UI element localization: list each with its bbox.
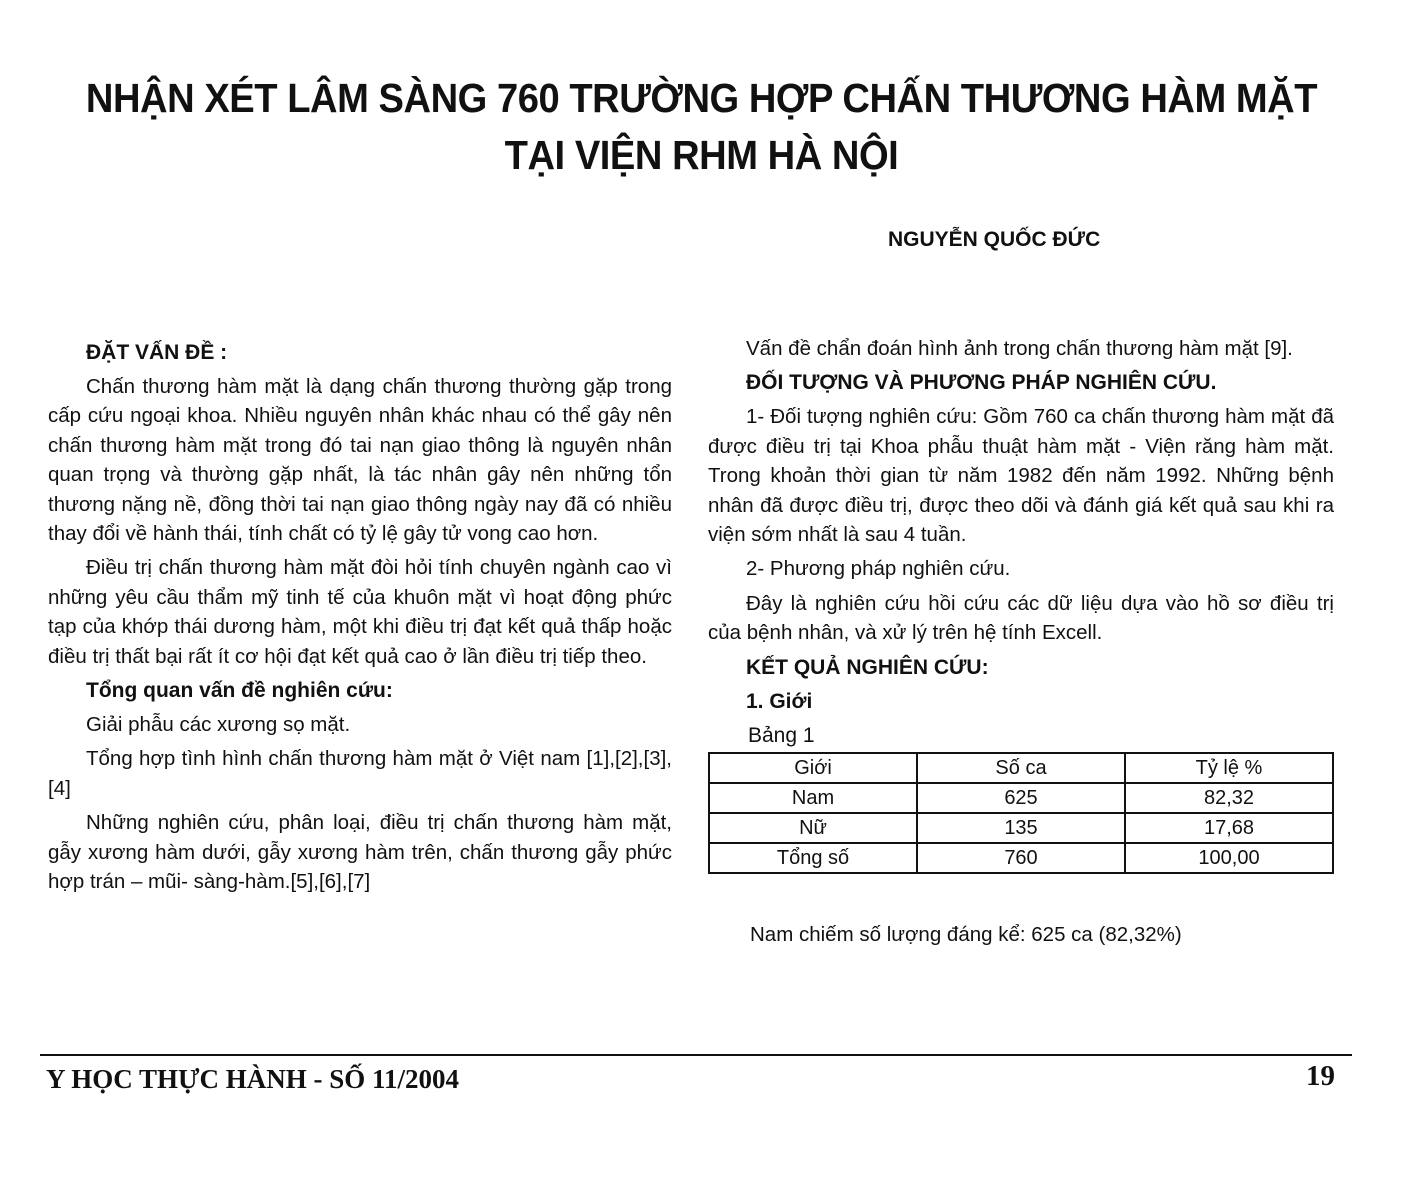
table-cell: Nữ [709,813,917,843]
table-cell: 135 [917,813,1125,843]
section-heading-results: KẾT QUẢ NGHIÊN CỨU: [746,655,989,679]
table-cell: 82,32 [1125,783,1333,813]
table-header-cell: Giới [709,753,917,783]
table-cell: Nam [709,783,917,813]
table-cell: 625 [917,783,1125,813]
paragraph: Giải phẫu các xương sọ mặt. [86,713,351,737]
page-number: 19 [1306,1060,1335,1092]
article-title [49,70,1354,184]
author-name: NGUYỄN QUỐC ĐỨC [888,228,1101,251]
paragraph: Những nghiên cứu, phân loại, điều trị chấn thương hàm mặt, gẫy xương hàm dưới, gẫy xương hàm trên, chấn thương gẫy phức hợp trán – mũi- sàng-hàm.[5],[6],[7] [48,811,672,894]
paragraph: Điều trị chấn thương hàm mặt đòi hỏi tính chuyên ngành cao vì những yêu cầu thẩm mỹ tinh tế của khuôn mặt vì hoạt động phức tạp của khớp thái dương hàm, một khi điều trị đạt kết quả thấp hoặc điều trị thất bại rất ít cơ hội đạt kết quả cao ở lần điều trị tiếp theo. [48,556,672,668]
paragraph: Chấn thương hàm mặt là dạng chấn thương thường gặp trong cấp cứu ngoại khoa. Nhiều nguyên nhân khác nhau có thể gây nên chấn thương hàm mặt trong đó tai nạn giao thông là nguyên nhân quan trọng và thường gặp nhất, là tác nhân gây nên những tổn thương nặng nề, đồng thời tai nạn giao thông ngày nay đã có nhiều thay đổi về hành thái, tính chất có tỷ lệ gây tử vong cao hơn. [48,375,672,546]
gender-table [708,752,1334,874]
title-line-1: NHẬN XÉT LÂM SÀNG 760 TRƯỜNG HỢP CHẤN THƯƠNG HÀM MẶT [85,75,1318,121]
table-cell: 100,00 [1125,843,1333,873]
subheading-overview: Tổng quan vấn đề nghiên cứu: [86,679,393,703]
result-note: Nam chiếm số lượng đáng kể: 625 ca (82,32%) [750,923,1182,947]
section-heading-methods: ĐỐI TƯỢNG VÀ PHƯƠNG PHÁP NGHIÊN CỨU. [746,371,1217,395]
paragraph: Vấn đề chẩn đoán hình ảnh trong chấn thương hàm mặt [9]. [746,337,1293,360]
paragraph: Đây là nghiên cứu hồi cứu các dữ liệu dựa vào hồ sơ điều trị của bệnh nhân, và xử lý trên hệ tính Excell. [708,591,1334,645]
paragraph: 2- Phương pháp nghiên cứu. [746,557,1011,581]
table-header-row [709,753,1333,783]
table-caption: Bảng 1 [748,723,815,747]
table-cell: Tổng số [709,843,917,873]
paragraph: Tổng hợp tình hình chấn thương hàm mặt ở Việt nam [1],[2],[3],[4] [48,747,672,800]
table-row [709,783,1333,813]
title-line-2: TẠI VIỆN RHM HÀ NỘI [504,132,899,178]
table-cell: 17,68 [1125,813,1333,843]
subheading-gender: 1. Giới [746,689,813,713]
right-column [708,334,1334,954]
table-header-cell: Số ca [917,753,1125,783]
left-column [48,338,672,902]
table-cell: 760 [917,843,1125,873]
section-heading-introduction: ĐẶT VẤN ĐỀ : [86,341,228,364]
table-row [709,813,1333,843]
footer-divider [40,1054,1352,1056]
journal-footer: Y HỌC THỰC HÀNH - SỐ 11/2004 [46,1064,460,1094]
table-header-cell: Tỷ lệ % [1125,753,1333,783]
table-row [709,843,1333,873]
paragraph: 1- Đối tượng nghiên cứu: Gồm 760 ca chấn thương hàm mặt đã được điều trị tại Khoa phẫu thuật hàm mặt - Viện răng hàm mặt. Trong khoản thời gian từ năm 1982 đến năm 1992. Những bệnh nhân đã được điều trị, được theo dõi và đánh giá kết quả sau khi ra viện sớm nhất là sau 4 tuần. [708,405,1334,547]
